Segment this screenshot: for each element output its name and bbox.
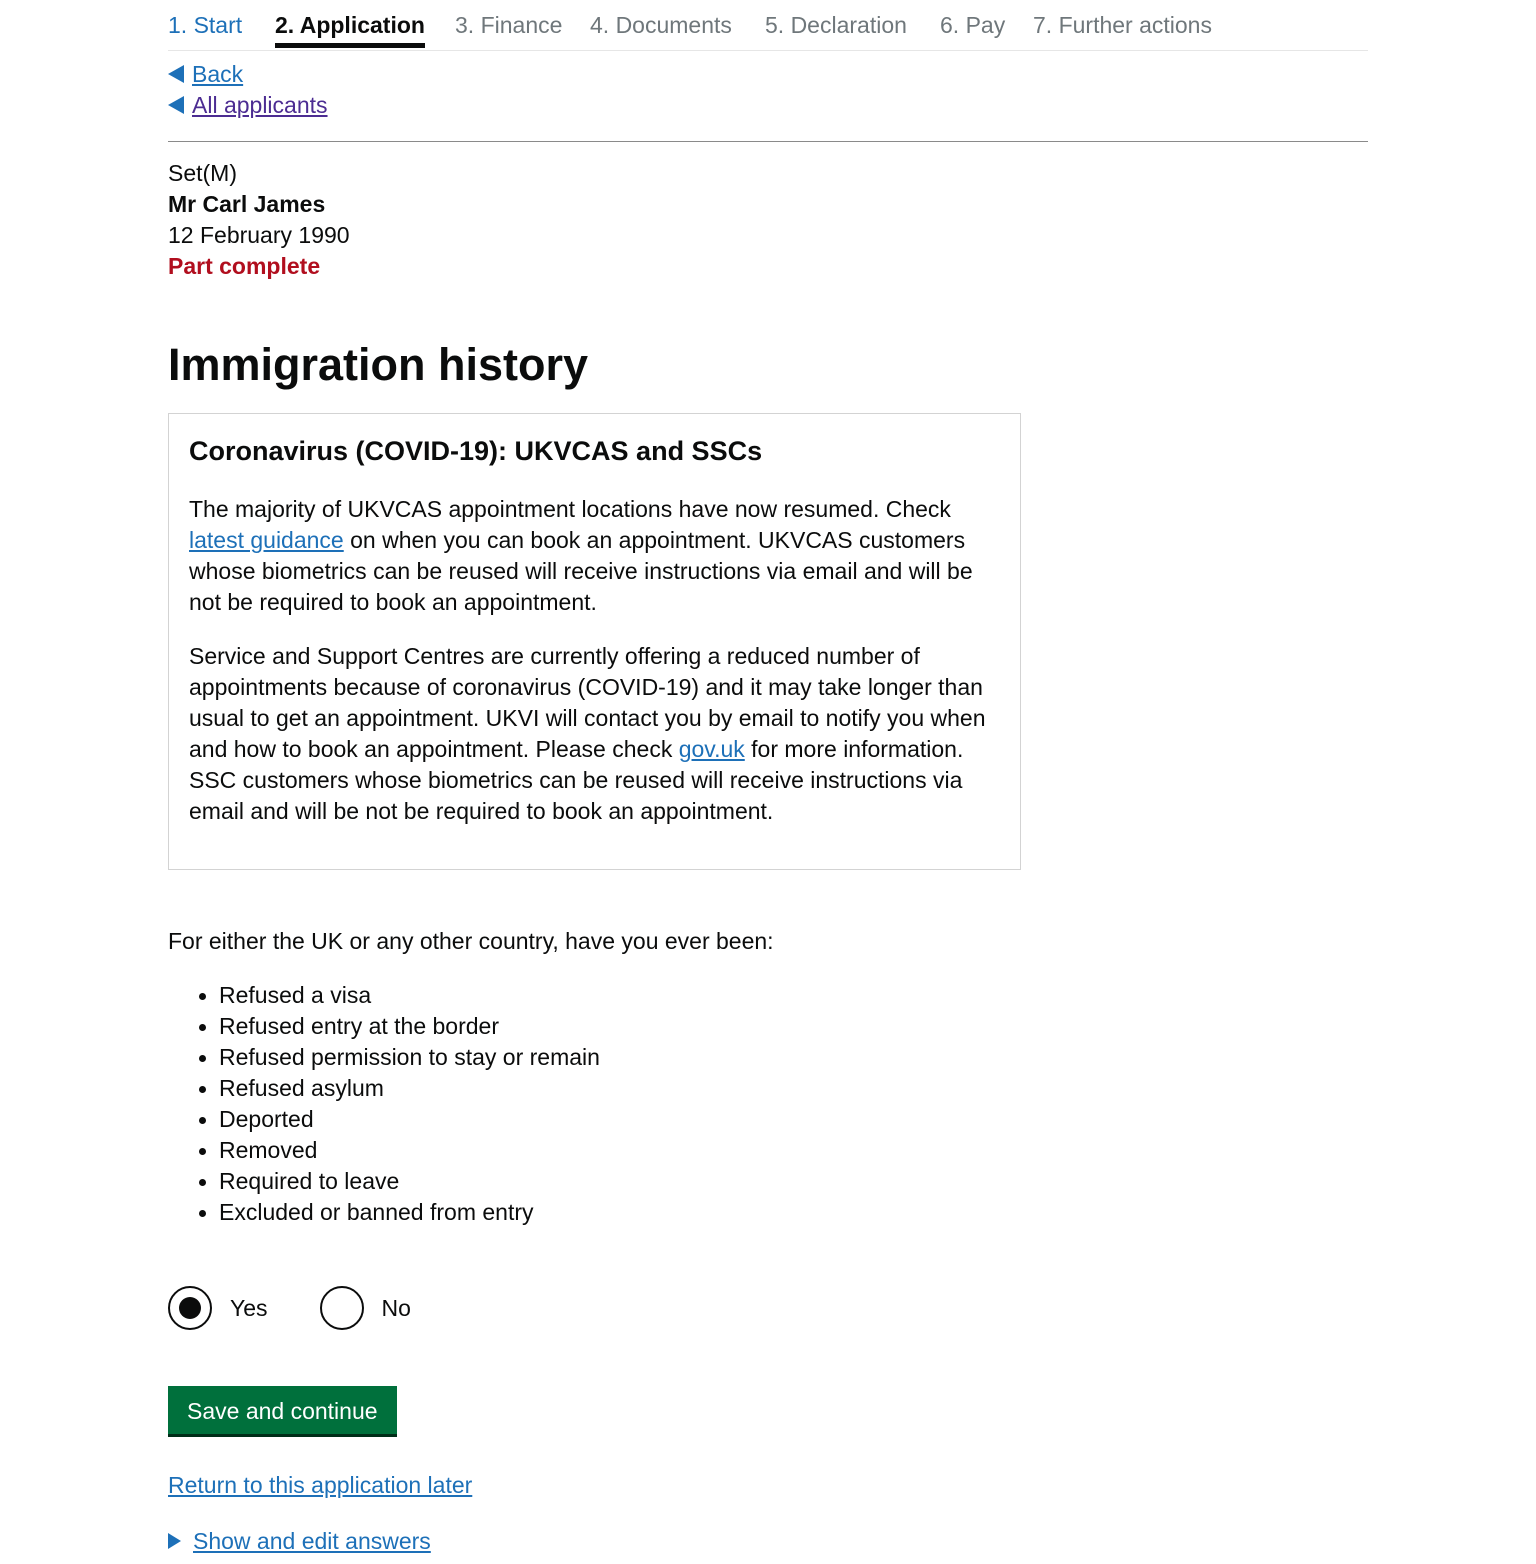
back-arrow-icon xyxy=(168,96,184,114)
gov-uk-link[interactable]: gov.uk xyxy=(678,736,745,762)
applicant-set: Set(M) xyxy=(168,160,237,186)
list-item: Refused permission to stay or remain xyxy=(219,1042,600,1073)
no-radio[interactable] xyxy=(320,1286,364,1330)
covid-notice xyxy=(168,413,1021,870)
back-arrow-icon xyxy=(168,65,184,83)
question-text: For either the UK or any other country, have you ever been: xyxy=(168,928,774,954)
applicant-dob: 12 February 1990 xyxy=(168,222,350,248)
no-radio-label[interactable]: No xyxy=(381,1294,411,1321)
step-start[interactable]: 1. Start xyxy=(168,12,243,38)
divider xyxy=(168,141,1368,142)
page-title: Immigration history xyxy=(168,339,589,390)
step-further-actions: 7. Further actions xyxy=(1033,12,1212,38)
expand-triangle-icon xyxy=(168,1533,181,1549)
applicant-summary xyxy=(168,158,350,282)
list-item: Required to leave xyxy=(219,1166,600,1197)
list-item: Deported xyxy=(219,1104,600,1135)
return-later-link[interactable]: Return to this application later xyxy=(168,1472,473,1498)
all-applicants-link-label[interactable]: All applicants xyxy=(192,92,328,118)
list-item: Refused asylum xyxy=(219,1073,600,1104)
step-application: 2. Application xyxy=(275,8,425,42)
no-radio-option[interactable] xyxy=(320,1286,411,1330)
notice-paragraph-1: The majority of UKVCAS appointment locations have now resumed. Check latest guidance on when you can book an appointment. UKVCAS customers whose biometrics can be reused will receive instructions via email and will be not be required to book an appointment. xyxy=(189,496,973,615)
back-link-label[interactable]: Back xyxy=(192,61,244,87)
notice-paragraph-2: Service and Support Centres are currently offering a reduced number of appointments because of coronavirus (COVID-19) and it may take longer than usual to get an appointment. UKVI will contact you by email to notify you when and how to book an appointment. Please check gov.uk for more information. SSC customers whose biometrics can be reused will receive instructions via email and will be not be required to book an appointment. xyxy=(189,643,986,824)
list-item: Refused entry at the border xyxy=(219,1011,600,1042)
answer-radio-group xyxy=(168,1286,463,1330)
step-finance: 3. Finance xyxy=(455,12,563,38)
page-container xyxy=(168,0,1368,1554)
step-declaration: 5. Declaration xyxy=(765,12,907,38)
yes-radio-label[interactable]: Yes xyxy=(230,1294,268,1321)
status-badge: Part complete xyxy=(168,253,321,279)
refusal-reasons-list xyxy=(168,980,600,1228)
yes-radio[interactable] xyxy=(168,1286,212,1330)
list-item: Excluded or banned from entry xyxy=(219,1197,600,1228)
applicant-name: Mr Carl James xyxy=(168,191,326,217)
step-pay: 6. Pay xyxy=(940,12,1006,38)
all-applicants-link[interactable] xyxy=(168,90,328,120)
save-and-continue-button[interactable]: Save and continue xyxy=(168,1386,397,1434)
list-item: Refused a visa xyxy=(219,980,600,1011)
show-edit-answers-toggle[interactable] xyxy=(168,1526,431,1556)
show-edit-answers-link[interactable]: Show and edit answers xyxy=(193,1528,431,1554)
step-navigation xyxy=(168,0,1368,51)
list-item: Removed xyxy=(219,1135,600,1166)
notice-heading: Coronavirus (COVID-19): UKVCAS and SSCs xyxy=(189,436,763,466)
step-documents: 4. Documents xyxy=(590,12,732,38)
latest-guidance-link[interactable]: latest guidance xyxy=(189,527,344,553)
back-link[interactable] xyxy=(168,59,243,89)
yes-radio-option[interactable] xyxy=(168,1286,268,1330)
